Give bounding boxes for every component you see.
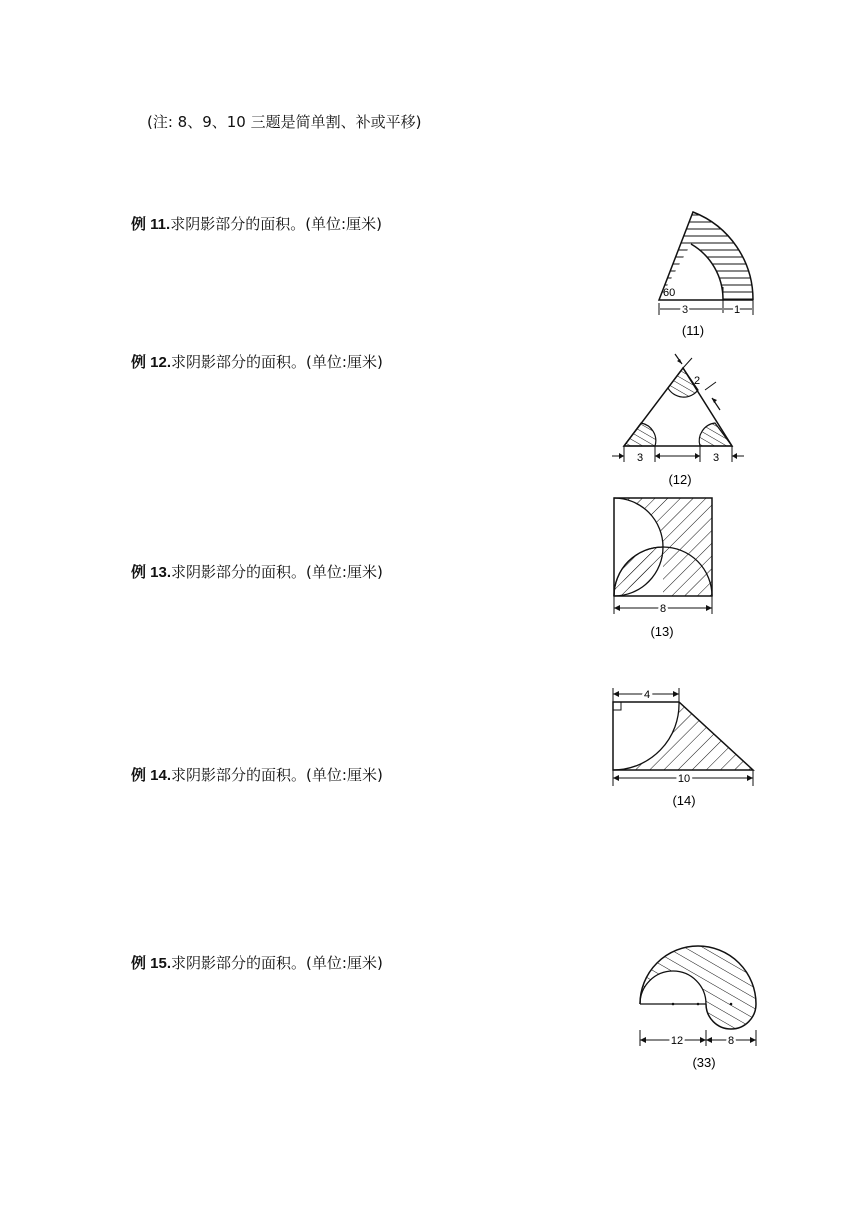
- shaded-semicircle-left: [624, 423, 656, 446]
- figure-11: [640, 205, 770, 340]
- shaded-semicircle-right: [699, 423, 732, 446]
- figure-caption: (13): [650, 624, 674, 639]
- dim-label: 8: [659, 603, 667, 615]
- problem-15: [131, 952, 383, 973]
- figure-15: [632, 938, 762, 1078]
- problem-label: 例 14.: [131, 767, 172, 784]
- problem-text: 求阴影部分的面积。(单位:厘米): [171, 766, 383, 784]
- figure-caption: (14): [672, 793, 696, 808]
- dim-label: 1: [733, 304, 741, 316]
- problem-11: [131, 213, 382, 234]
- dim-label: 8: [727, 1035, 735, 1047]
- angle-label: 60: [663, 287, 676, 299]
- shaded-region: [640, 946, 756, 1029]
- dim-label: 3: [681, 304, 689, 316]
- problem-text: 求阴影部分的面积。(单位:厘米): [171, 954, 383, 972]
- dim-label: 3: [636, 452, 644, 464]
- problem-text: 求阴影部分的面积。(单位:厘米): [171, 563, 383, 581]
- shaded-region: [613, 702, 753, 770]
- problem-label: 例 13.: [131, 564, 172, 581]
- problem-label: 例 15.: [131, 955, 172, 972]
- problem-label: 例 12.: [131, 354, 172, 371]
- dim-label: 3: [712, 452, 720, 464]
- problem-text: 求阴影部分的面积。(单位:厘米): [171, 353, 383, 371]
- problem-13: [131, 561, 383, 582]
- figure-14: [608, 684, 760, 814]
- problem-text: 求阴影部分的面积。(单位:厘米): [170, 215, 382, 233]
- dim-label: 10: [677, 773, 691, 785]
- dim-label: 2: [694, 375, 701, 387]
- figure-caption: (33): [692, 1055, 716, 1070]
- note-text: (注: 8、9、10 三题是简单割、补或平移): [147, 113, 422, 131]
- figure-caption: (11): [681, 323, 705, 338]
- dim-label: 4: [643, 689, 651, 701]
- problem-14: [131, 764, 383, 785]
- figure-caption: (12): [668, 472, 692, 487]
- problem-12: [131, 351, 383, 372]
- figure-13: [608, 494, 720, 644]
- figure-12: [608, 350, 753, 490]
- dim-label: 12: [670, 1035, 684, 1047]
- problem-label: 例 11.: [131, 216, 171, 233]
